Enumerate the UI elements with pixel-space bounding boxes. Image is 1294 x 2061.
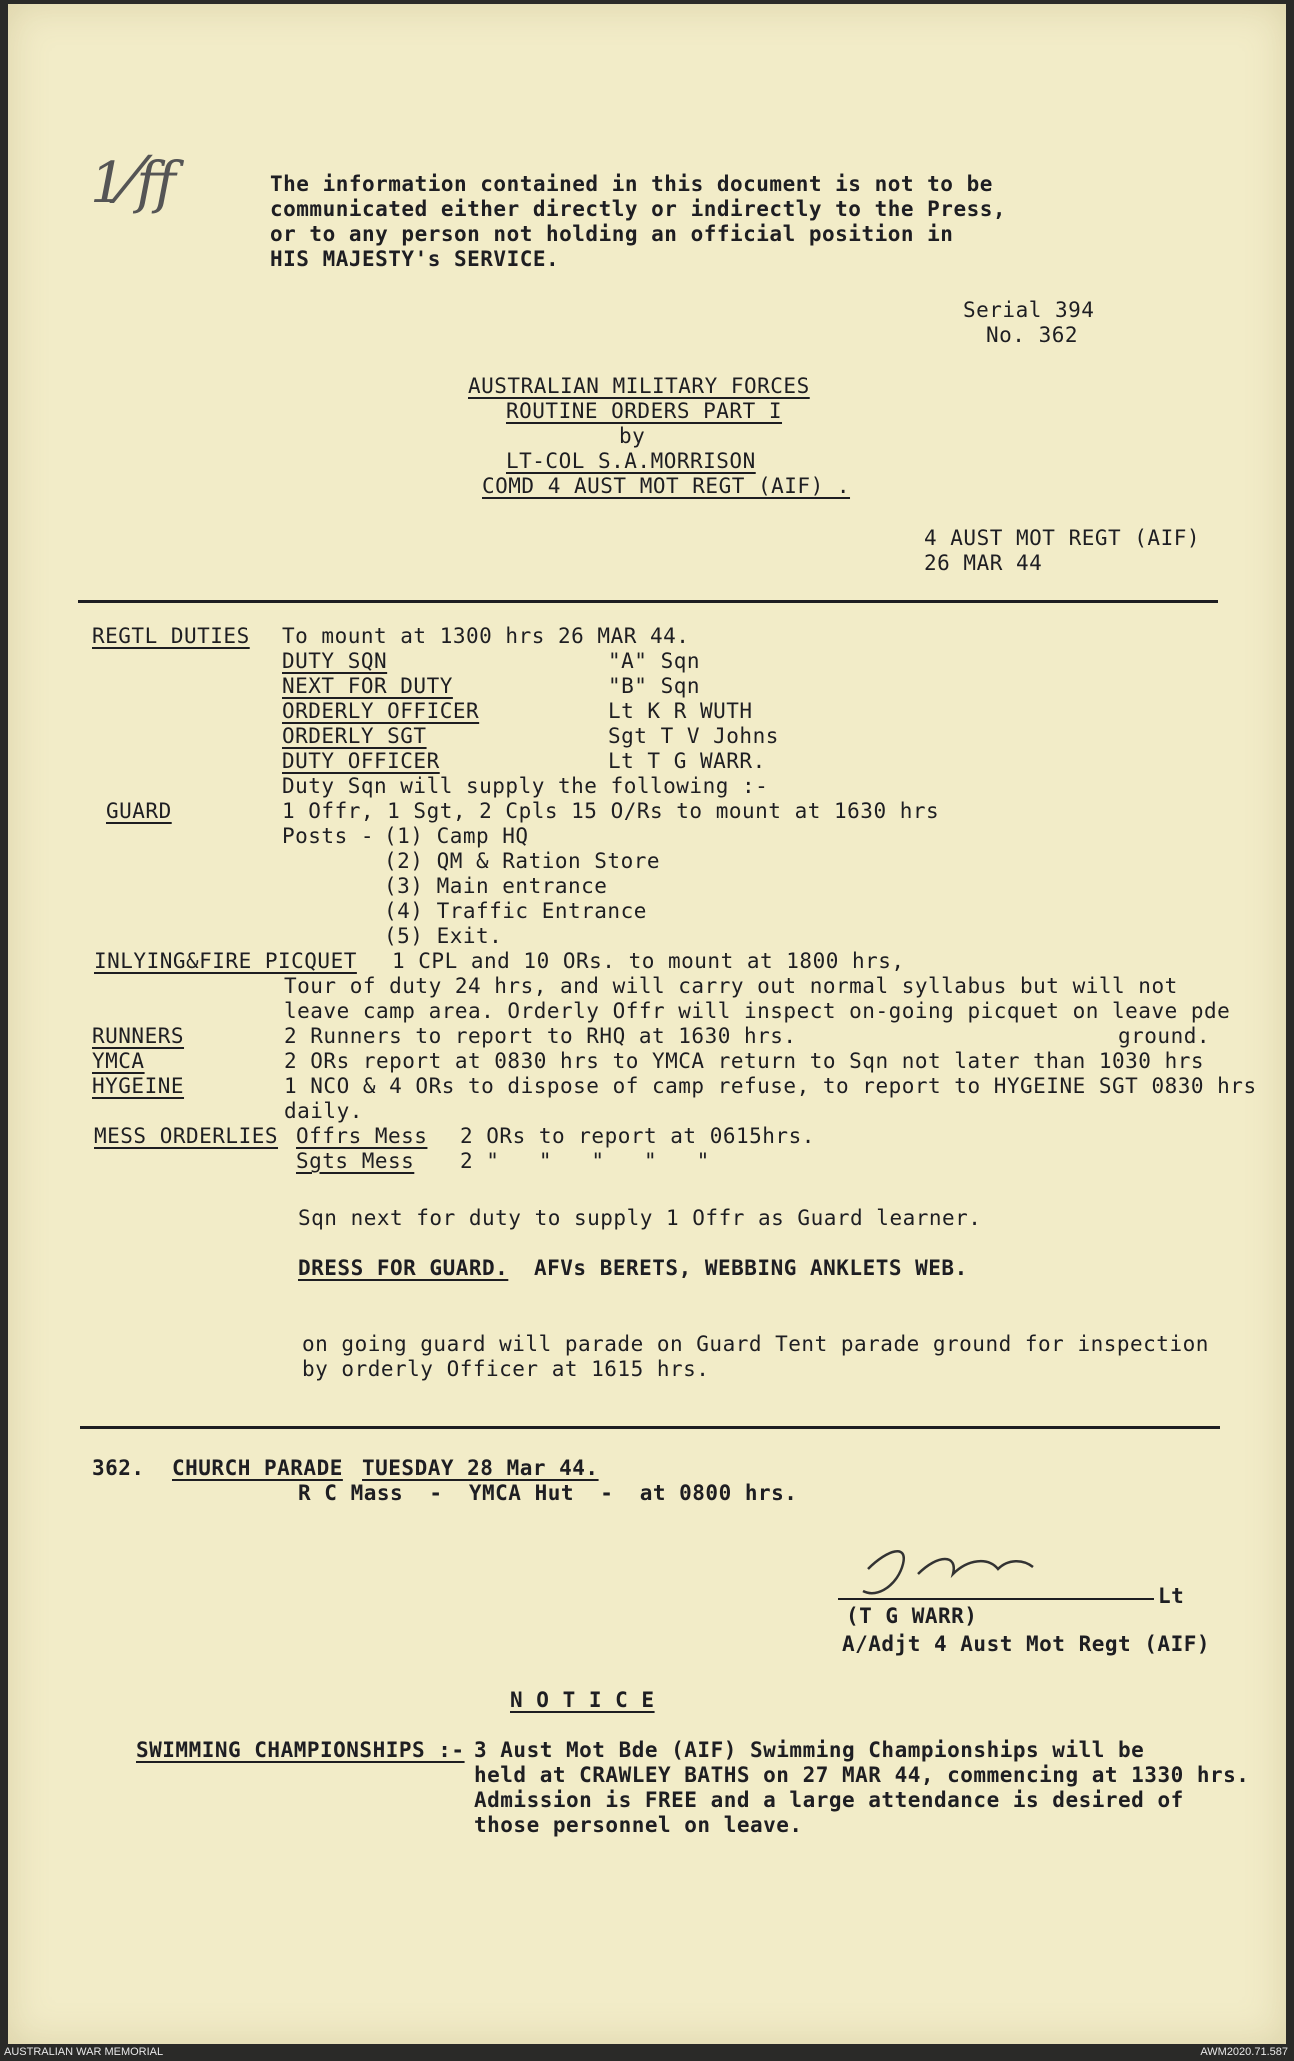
signature-rank: Lt bbox=[1158, 1584, 1185, 1608]
duty-sqn-label: DUTY SQN bbox=[282, 649, 388, 673]
sgts-mess-value: 2 " " " " " bbox=[460, 1149, 710, 1173]
mess-heading: MESS ORDERLIES bbox=[94, 1124, 279, 1148]
posts-label: Posts - bbox=[282, 824, 375, 848]
title-line-2: ROUTINE ORDERS PART I bbox=[506, 399, 783, 423]
ymca-line: 2 ORs report at 0830 hrs to YMCA return to Sqn not later than 1030 hrs bbox=[284, 1049, 1205, 1073]
duty-sqn-value: "A" Sqn bbox=[608, 649, 701, 673]
guard-heading: GUARD bbox=[106, 799, 172, 823]
offrs-mess-label: Offrs Mess bbox=[296, 1124, 428, 1148]
notice-line-4: those personnel on leave. bbox=[474, 1813, 803, 1837]
offrs-mess-value: 2 ORs to report at 0615hrs. bbox=[460, 1124, 815, 1148]
post-4: (4) Traffic Entrance bbox=[384, 899, 647, 923]
regtl-duties-heading: REGTL DUTIES bbox=[92, 624, 250, 648]
post-5: (5) Exit. bbox=[384, 924, 503, 948]
ymca-heading: YMCA bbox=[92, 1049, 145, 1073]
title-line-4: LT-COL S.A.MORRISON bbox=[506, 449, 756, 473]
runners-line: 2 Runners to report to RHQ at 1630 hrs. bbox=[284, 1024, 797, 1048]
swimming-label: SWIMMING CHAMPIONSHIPS :- bbox=[136, 1738, 465, 1762]
signature-line bbox=[838, 1598, 1154, 1600]
notice-line-3: Admission is FREE and a large attendance is desired of bbox=[474, 1788, 1184, 1812]
hygeine-line-2: daily. bbox=[284, 1099, 363, 1123]
guard-learner-line: Sqn next for duty to supply 1 Offr as Guard learner. bbox=[298, 1206, 982, 1230]
notice-line-1: 3 Aust Mot Bde (AIF) Swimming Championships will be bbox=[474, 1738, 1145, 1762]
footer-left: AUSTRALIAN WAR MEMORIAL bbox=[4, 2046, 164, 2058]
title-line-5: COMD 4 AUST MOT REGT (AIF) . bbox=[482, 474, 851, 498]
runners-trail: ground. bbox=[1118, 1024, 1211, 1048]
notice-line-2: held at CRAWLEY BATHS on 27 MAR 44, commencing at 1330 hrs. bbox=[474, 1763, 1250, 1787]
post-1: (1) Camp HQ bbox=[384, 824, 529, 848]
runners-heading: RUNNERS bbox=[92, 1024, 185, 1048]
handwritten-annotation: 1⁄ff bbox=[90, 144, 177, 218]
dress-heading: DRESS FOR GUARD. bbox=[298, 1256, 509, 1280]
picquet-line-3: leave camp area. Orderly Offr will inspect on-going picquet on leave pde bbox=[284, 999, 1231, 1023]
dress-value: AFVs BERETS, WEBBING ANKLETS WEB. bbox=[534, 1256, 968, 1280]
sgts-mess-label: Sgts Mess bbox=[296, 1149, 415, 1173]
picquet-line-1: 1 CPL and 10 ORs. to mount at 1800 hrs, bbox=[392, 949, 905, 973]
duty-supply-line: Duty Sqn will supply the following :- bbox=[282, 774, 769, 798]
divider-2 bbox=[80, 1426, 1220, 1429]
next-for-duty-value: "B" Sqn bbox=[608, 674, 701, 698]
restriction-line-3: or to any person not holding an official position in bbox=[270, 222, 954, 246]
inspection-line-2: by orderly Officer at 1615 hrs. bbox=[302, 1357, 710, 1381]
inspection-line-1: on going guard will parade on Guard Tent parade ground for inspection bbox=[302, 1332, 1209, 1356]
notice-heading: N O T I C E bbox=[510, 1688, 655, 1712]
title-line-1: AUSTRALIAN MILITARY FORCES bbox=[468, 374, 810, 398]
orderly-sgt-label: ORDERLY SGT bbox=[282, 724, 427, 748]
picquet-heading: INLYING&FIRE PICQUET bbox=[94, 949, 357, 973]
guard-line: 1 Offr, 1 Sgt, 2 Cpls 15 O/Rs to mount at 1630 hrs bbox=[282, 799, 940, 823]
hygeine-heading: HYGEINE bbox=[92, 1074, 185, 1098]
regtl-duties-mount: To mount at 1300 hrs 26 MAR 44. bbox=[282, 624, 690, 648]
order-number: No. 362 bbox=[986, 323, 1079, 347]
order-362-number: 362. bbox=[92, 1456, 145, 1480]
footer-right: AWM2020.71.587 bbox=[1200, 2046, 1288, 2058]
divider-1 bbox=[78, 600, 1218, 603]
post-2: (2) QM & Ration Store bbox=[384, 849, 661, 873]
church-parade-date: TUESDAY 28 Mar 44. bbox=[362, 1456, 599, 1480]
church-parade-line: R C Mass - YMCA Hut - at 0800 hrs. bbox=[298, 1481, 798, 1505]
unit-name: 4 AUST MOT REGT (AIF) bbox=[924, 526, 1201, 550]
restriction-line-1: The information contained in this document is not to be bbox=[270, 172, 993, 196]
orderly-officer-value: Lt K R WUTH bbox=[608, 699, 753, 723]
duty-officer-value: Lt T G WARR. bbox=[608, 749, 766, 773]
handwritten-signature bbox=[848, 1529, 1068, 1609]
document-page bbox=[8, 4, 1286, 2044]
next-for-duty-label: NEXT FOR DUTY bbox=[282, 674, 453, 698]
signature-title: A/Adjt 4 Aust Mot Regt (AIF) bbox=[842, 1632, 1211, 1656]
serial-number: Serial 394 bbox=[963, 298, 1095, 322]
orderly-sgt-value: Sgt T V Johns bbox=[608, 724, 779, 748]
post-3: (3) Main entrance bbox=[384, 874, 608, 898]
title-line-3: by bbox=[619, 424, 646, 448]
restriction-line-2: communicated either directly or indirectly to the Press, bbox=[270, 197, 1007, 221]
unit-date: 26 MAR 44 bbox=[924, 551, 1043, 575]
hygeine-line-1: 1 NCO & 4 ORs to dispose of camp refuse, to report to HYGEINE SGT 0830 hrs bbox=[284, 1074, 1257, 1098]
signature-name: (T G WARR) bbox=[846, 1604, 978, 1628]
orderly-officer-label: ORDERLY OFFICER bbox=[282, 699, 480, 723]
duty-officer-label: DUTY OFFICER bbox=[282, 749, 440, 773]
church-parade-heading: CHURCH PARADE bbox=[172, 1456, 343, 1480]
picquet-line-2: Tour of duty 24 hrs, and will carry out normal syllabus but will not bbox=[284, 974, 1178, 998]
restriction-line-4: HIS MAJESTY's SERVICE. bbox=[270, 247, 560, 271]
